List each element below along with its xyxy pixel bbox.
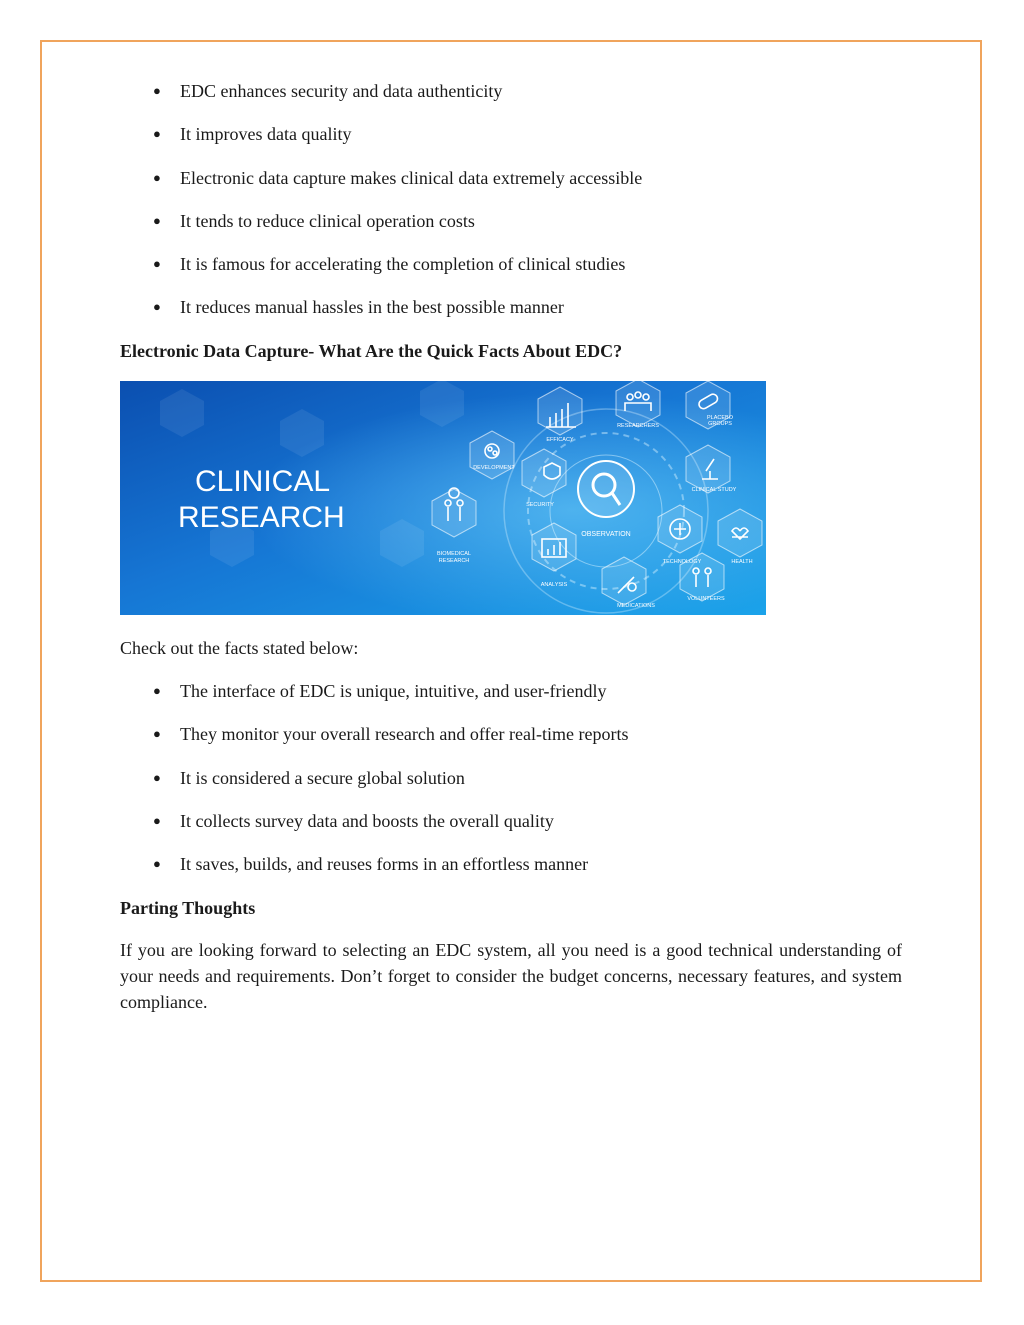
list-item: ● The interface of EDC is unique, intuitive, and user-friendly: [153, 680, 628, 723]
label-technology: TECHNOLOGY: [662, 559, 702, 565]
label-groups: GROUPS: [708, 421, 732, 427]
list-item: ● EDC enhances security and data authenticity: [153, 80, 642, 123]
parting-paragraph: If you are looking forward to selecting an EDC system, all you need is a good technical understanding of your needs and requirements. Don’t forget to consider the budget concerns, necessary features, and system compliance.: [120, 940, 902, 1012]
list-item: ● It collects survey data and boosts the overall quality: [153, 810, 628, 853]
list-item: ● They monitor your overall research and offer real-time reports: [153, 723, 628, 766]
list-item: ● It reduces manual hassles in the best possible manner: [153, 296, 642, 339]
list-item: ● It improves data quality: [153, 123, 642, 166]
list-item: ● It is famous for accelerating the completion of clinical studies: [153, 253, 642, 296]
clinical-research-image: [120, 381, 766, 615]
label-development: DEVELOPMENT: [473, 465, 515, 471]
label-health: HEALTH: [731, 559, 753, 565]
label-medications: MEDICATIONS: [617, 603, 655, 609]
hero-title-line2: RESEARCH: [178, 501, 345, 534]
benefits-list: [153, 80, 642, 340]
label-clinical-study: CLINICAL STUDY: [691, 487, 737, 493]
intro-text: Check out the facts stated below:: [120, 638, 359, 658]
label-research: RESEARCH: [438, 558, 470, 564]
section-heading: Electronic Data Capture- What Are the Quick Facts About EDC?: [120, 341, 623, 361]
list-item: ● It is considered a secure global solution: [153, 767, 628, 810]
hero-title-line1: CLINICAL: [195, 465, 331, 498]
list-item: ● It tends to reduce clinical operation costs: [153, 210, 642, 253]
list-item: ● It saves, builds, and reuses forms in an effortless manner: [153, 853, 628, 896]
label-analysis: ANALYSIS: [540, 582, 568, 588]
facts-list: [153, 680, 628, 896]
label-biomedical: BIOMEDICAL: [437, 551, 471, 557]
label-volunteers: VOLUNTEERS: [687, 596, 725, 602]
label-researchers: RESEARCHERS: [617, 423, 659, 429]
label-security: SECURITY: [526, 502, 554, 508]
label-efficacy: EFFICACY: [546, 437, 574, 443]
list-item: ● Electronic data capture makes clinical data extremely accessible: [153, 167, 642, 210]
label-placebo: PLACEBO: [707, 415, 733, 421]
parting-heading: Parting Thoughts: [120, 898, 256, 918]
label-observation: OBSERVATION: [581, 531, 631, 538]
